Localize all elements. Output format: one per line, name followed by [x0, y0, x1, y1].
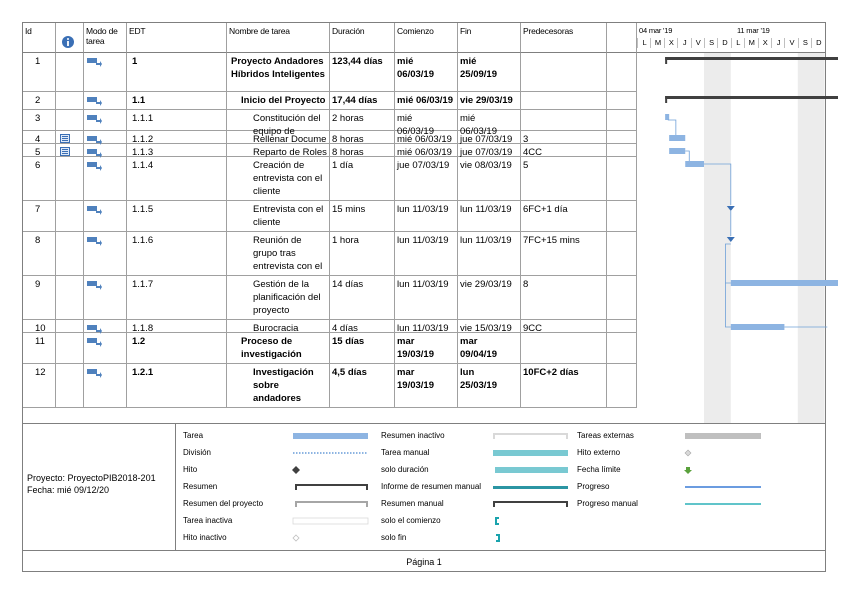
task-info-cell: [56, 276, 84, 319]
task-start-line: lun 11/03/19: [397, 279, 449, 290]
table-row[interactable]: [23, 364, 637, 408]
task-info-cell: [56, 364, 84, 407]
task-name[interactable]: [227, 201, 330, 231]
task-name-line: Gestión de la: [253, 279, 309, 290]
legend-label: Progreso: [577, 482, 610, 491]
task-name-line: Entrevista con el: [253, 204, 324, 215]
task-mode-cell: [84, 157, 127, 200]
task-predecessors[interactable]: [521, 92, 607, 109]
task-wbs[interactable]: 1.1: [127, 92, 227, 109]
task-spacer: [607, 333, 637, 363]
task-spacer: [607, 92, 637, 109]
task-predecessors[interactable]: 9CC: [521, 320, 607, 332]
task-name-line: grupo tras: [253, 248, 296, 259]
table-row[interactable]: [23, 144, 637, 157]
timescale-day-label: L: [731, 38, 745, 48]
task-start[interactable]: [395, 276, 458, 319]
summary-bar-cap: [665, 57, 667, 64]
notes-icon[interactable]: [60, 134, 70, 143]
legend-label: Resumen del proyecto: [183, 499, 264, 508]
header-predecessors[interactable]: Predecesoras: [521, 23, 607, 53]
project-date: Fecha: mié 09/12/20: [27, 485, 110, 495]
auto-scheduled-icon: [87, 337, 102, 347]
task-mode-cell: [84, 333, 127, 363]
task-name-line: Constitución del: [253, 113, 321, 124]
legend-milestone-symbol: [292, 466, 300, 474]
legend-area: [23, 423, 825, 551]
task-start-line: lun 11/03/19: [397, 204, 449, 215]
gantt-print-preview-page: [22, 22, 826, 572]
timescale-day-label: X: [758, 38, 772, 48]
task-id[interactable]: 5: [23, 144, 56, 156]
task-duration[interactable]: 15 días: [330, 333, 395, 363]
task-info-cell: [56, 92, 84, 109]
task-id[interactable]: 3: [23, 110, 56, 130]
task-name[interactable]: [227, 333, 330, 363]
task-start[interactable]: [395, 144, 458, 156]
task-id[interactable]: 10: [23, 320, 56, 332]
task-finish-line: mié: [460, 113, 476, 124]
table-row[interactable]: [23, 157, 637, 201]
task-wbs[interactable]: 1.1.8: [127, 320, 227, 332]
task-start-line: mié 06/03/19: [397, 134, 452, 145]
legend-start-only-symbol: [495, 517, 499, 525]
task-duration[interactable]: 4,5 días: [330, 364, 395, 407]
task-mode-cell: [84, 201, 127, 231]
task-wbs[interactable]: 1.1.3: [127, 144, 227, 156]
task-wbs[interactable]: 1: [127, 53, 227, 91]
task-bar: [665, 114, 669, 120]
auto-scheduled-icon: [87, 96, 102, 106]
task-spacer: [607, 110, 637, 130]
task-finish-line: 06/03/19: [460, 126, 497, 137]
task-info-cell: [56, 232, 84, 275]
task-spacer: [607, 232, 637, 275]
task-duration[interactable]: 8 horas: [330, 131, 395, 143]
task-info-cell: [56, 131, 84, 143]
legend-label: Tarea: [183, 431, 204, 440]
task-predecessors[interactable]: [521, 110, 607, 130]
legend-inactive-summary-symbol: [493, 433, 568, 439]
task-id[interactable]: 2: [23, 92, 56, 109]
task-name-line: Proyecto Andadores: [231, 56, 324, 67]
task-start[interactable]: [395, 53, 458, 91]
legend-deadline-symbol: [684, 467, 692, 474]
task-predecessors[interactable]: [521, 53, 607, 91]
task-spacer: [607, 276, 637, 319]
task-mode-cell: [84, 320, 127, 332]
task-duration[interactable]: 2 horas: [330, 110, 395, 130]
legend-label: Tareas externas: [577, 431, 634, 440]
task-name-line: Creación de: [253, 160, 305, 171]
task-finish[interactable]: [458, 364, 521, 407]
task-finish-line: vie 15/03/19: [460, 323, 512, 334]
task-name-line: Rellenar Docume: [253, 134, 327, 145]
legend-label: Hito inactivo: [183, 533, 227, 542]
task-id[interactable]: 9: [23, 276, 56, 319]
task-start-line: 19/03/19: [397, 380, 434, 391]
task-spacer: [607, 201, 637, 231]
table-row[interactable]: [23, 53, 637, 92]
task-start-line: 19/03/19: [397, 349, 434, 360]
task-duration[interactable]: 4 días: [330, 320, 395, 332]
table-row[interactable]: [23, 110, 637, 137]
task-finish[interactable]: [458, 232, 521, 275]
header-spacer: [607, 23, 637, 53]
legend-label: Progreso manual: [577, 499, 638, 508]
project-name: Proyecto: ProyectoPIB2018-201: [27, 473, 156, 483]
table-row[interactable]: [23, 333, 637, 364]
task-name-line: equipo de: [253, 126, 295, 137]
timescale-days: [637, 36, 825, 52]
timescale-day-label: L: [637, 38, 651, 48]
task-id[interactable]: 11: [23, 333, 56, 363]
task-finish-line: lun 11/03/19: [460, 204, 512, 215]
legend-manual-task-symbol: [493, 450, 568, 456]
timescale-day-label: J: [677, 38, 691, 48]
task-name-line: entrevista con el: [253, 173, 323, 184]
legend-label: Tarea manual: [381, 448, 430, 457]
task-id[interactable]: 4: [23, 131, 56, 143]
timescale-day-label: D: [717, 38, 731, 48]
task-start-line: mié: [397, 56, 414, 67]
task-duration[interactable]: 1 día: [330, 157, 395, 200]
task-wbs[interactable]: 1.1.4: [127, 157, 227, 200]
task-name-line: andadores: [253, 393, 302, 404]
timescale-day-label: D: [811, 38, 825, 48]
task-start[interactable]: [395, 157, 458, 200]
task-bar: [685, 161, 704, 167]
task-finish[interactable]: [458, 320, 521, 332]
header-info[interactable]: [56, 23, 84, 53]
task-bar: [669, 148, 685, 154]
task-spacer: [607, 157, 637, 200]
task-mode-cell: [84, 131, 127, 143]
legend-task-symbol: [293, 433, 368, 439]
legend-inactive-task-symbol: [293, 518, 368, 524]
task-start-line: 06/03/19: [397, 69, 434, 80]
task-name-line: Proceso de: [241, 336, 293, 347]
legend-label: solo duración: [381, 465, 429, 474]
legend-label: Resumen manual: [381, 499, 444, 508]
legend-label: solo el comienzo: [381, 516, 441, 525]
table-row[interactable]: [23, 131, 637, 144]
task-finish-line: mar: [460, 336, 478, 347]
timescale-day-label: M: [650, 38, 664, 48]
task-finish[interactable]: [458, 53, 521, 91]
legend-label: Hito externo: [577, 448, 621, 457]
legend-label: Hito: [183, 465, 198, 474]
task-start-line: mar: [397, 367, 415, 378]
auto-scheduled-icon: [87, 236, 102, 246]
task-start[interactable]: [395, 92, 458, 109]
legend-label: Resumen inactivo: [381, 431, 445, 440]
auto-scheduled-icon: [87, 161, 102, 171]
header-wbs[interactable]: EDT: [127, 23, 227, 53]
task-wbs[interactable]: 1.1.6: [127, 232, 227, 275]
task-wbs[interactable]: 1.1.7: [127, 276, 227, 319]
task-name-line: Investigación: [253, 367, 314, 378]
task-info-cell: [56, 157, 84, 200]
task-name-line: sobre: [253, 380, 279, 391]
task-finish-line: 25/03/19: [460, 380, 497, 391]
header-finish[interactable]: Fin: [458, 23, 521, 53]
task-name[interactable]: [227, 157, 330, 200]
legend-label: Resumen: [183, 482, 218, 491]
weekend-shading: [798, 53, 825, 423]
table-row[interactable]: [23, 232, 637, 276]
task-name-line: Reparto de Roles: [253, 147, 327, 158]
task-predecessors[interactable]: 4CC: [521, 144, 607, 156]
task-mode-cell: [84, 110, 127, 130]
legend-label: solo fin: [381, 533, 407, 542]
timescale-week-1: 04 mar '19: [639, 26, 673, 35]
auto-scheduled-icon: [87, 57, 102, 67]
task-wbs[interactable]: 1.1.5: [127, 201, 227, 231]
task-finish-line: lun: [460, 367, 475, 378]
legend-external-milestone-symbol: [685, 450, 691, 456]
task-id[interactable]: 8: [23, 232, 56, 275]
task-wbs[interactable]: 1.2.1: [127, 364, 227, 407]
task-info-cell: [56, 110, 84, 130]
timescale-day-label: S: [798, 38, 812, 48]
task-name[interactable]: [227, 131, 330, 143]
task-duration[interactable]: 123,44 días: [330, 53, 395, 91]
page-footer: Página 1: [23, 550, 825, 573]
auto-scheduled-icon: [87, 368, 102, 378]
task-start-line: mié 06/03/19: [397, 147, 452, 158]
task-mode-cell: [84, 144, 127, 156]
timescale-day-label: S: [704, 38, 718, 48]
task-name[interactable]: [227, 320, 330, 332]
auto-scheduled-icon: [87, 205, 102, 215]
timescale-day-label: V: [691, 38, 705, 48]
task-predecessors[interactable]: 10FC+2 días: [521, 364, 607, 407]
task-name-line: planificación del: [253, 292, 321, 303]
task-duration[interactable]: 14 días: [330, 276, 395, 319]
legend-label: Fecha límite: [577, 465, 621, 474]
task-spacer: [607, 364, 637, 407]
legend-summary-symbol: [295, 484, 368, 490]
task-id[interactable]: 6: [23, 157, 56, 200]
task-finish[interactable]: [458, 157, 521, 200]
task-mode-cell: [84, 276, 127, 319]
task-finish[interactable]: [458, 110, 521, 137]
task-start[interactable]: [395, 364, 458, 407]
legend-duration-only-symbol: [495, 467, 568, 473]
header-task-name[interactable]: Nombre de tarea: [227, 23, 330, 53]
task-name[interactable]: [227, 92, 330, 109]
summary-bar: [665, 96, 838, 99]
legend-manual-summary-rollup-symbol: [493, 486, 568, 489]
task-bar: [731, 280, 838, 286]
task-finish-line: lun 11/03/19: [460, 235, 512, 246]
task-wbs[interactable]: 1.1.2: [127, 131, 227, 143]
task-finish-line: jue 07/03/19: [460, 134, 513, 145]
gantt-chart-area: [637, 53, 827, 423]
task-wbs[interactable]: 1.1.1: [127, 110, 227, 130]
task-predecessors[interactable]: 3: [521, 131, 607, 143]
task-name-line: Reunión de: [253, 235, 302, 246]
timescale-header: [637, 23, 825, 53]
task-name-line: Híbridos Inteligentes: [231, 69, 325, 80]
table-row[interactable]: [23, 276, 637, 320]
task-spacer: [607, 131, 637, 143]
task-duration[interactable]: 1 hora: [330, 232, 395, 275]
task-bar: [669, 135, 685, 141]
task-start-line: 06/03/19: [397, 126, 434, 137]
timescale-day-label: M: [744, 38, 758, 48]
header-duration[interactable]: Duración: [330, 23, 395, 53]
task-finish[interactable]: [458, 92, 521, 109]
task-name[interactable]: [227, 276, 330, 319]
task-start-line: mié 06/03/19: [397, 95, 453, 106]
table-row[interactable]: [23, 320, 637, 333]
task-mode-cell: [84, 364, 127, 407]
task-start-line: mar: [397, 336, 415, 347]
task-finish[interactable]: [458, 276, 521, 319]
task-info-cell: [56, 333, 84, 363]
task-id[interactable]: 12: [23, 364, 56, 407]
legend-external-tasks-symbol: [685, 433, 761, 439]
task-finish-line: vie 29/03/19: [460, 95, 513, 106]
timescale-day-label: X: [664, 38, 678, 48]
legend-label: Informe de resumen manual: [381, 482, 482, 491]
task-name-line: cliente: [253, 186, 281, 197]
task-info-cell: [56, 201, 84, 231]
task-info-cell: [56, 320, 84, 332]
task-finish[interactable]: [458, 144, 521, 156]
gantt-chart-svg: [637, 53, 827, 423]
task-spacer: [607, 144, 637, 156]
task-info-cell: [56, 144, 84, 156]
task-name[interactable]: [227, 144, 330, 156]
task-start[interactable]: [395, 201, 458, 231]
task-spacer: [607, 53, 637, 91]
task-finish-line: 25/09/19: [460, 69, 497, 80]
table-row[interactable]: [23, 201, 637, 232]
dependency-link: [685, 151, 689, 161]
task-name[interactable]: [227, 110, 330, 137]
task-duration[interactable]: 15 mins: [330, 201, 395, 231]
auto-scheduled-icon: [87, 280, 102, 290]
timescale-day-label: J: [771, 38, 785, 48]
task-finish-line: jue 07/03/19: [460, 147, 513, 158]
task-predecessors[interactable]: [521, 333, 607, 363]
task-finish-line: vie 08/03/19: [460, 160, 512, 171]
task-duration[interactable]: 8 horas: [330, 144, 395, 156]
task-start-line: lun 11/03/19: [397, 323, 449, 334]
legend-symbols: [23, 424, 825, 551]
legend-project-summary-symbol: [295, 501, 368, 507]
timescale-day-label: V: [784, 38, 798, 48]
task-name-line: proyecto: [253, 305, 290, 316]
task-name-line: investigación: [241, 349, 302, 360]
task-finish-line: vie 29/03/19: [460, 279, 512, 290]
task-name[interactable]: [227, 364, 330, 407]
legend-label: División: [183, 448, 212, 457]
summary-bar: [665, 57, 838, 60]
header-mode[interactable]: Modo de tarea: [84, 23, 127, 53]
task-name-line: cliente: [253, 217, 281, 228]
table-row[interactable]: [23, 92, 637, 110]
dependency-link: [668, 120, 676, 135]
task-start-line: mié: [397, 113, 413, 124]
notes-icon[interactable]: [60, 147, 70, 156]
summary-bar-cap: [665, 96, 667, 103]
task-start-line: jue 07/03/19: [397, 160, 450, 171]
task-start[interactable]: [395, 232, 458, 275]
timescale-week-2: 11 mar '19: [737, 26, 770, 35]
task-predecessors[interactable]: 8: [521, 276, 607, 319]
task-finish-line: mié: [460, 56, 477, 67]
info-icon: [61, 35, 75, 49]
task-finish[interactable]: [458, 333, 521, 363]
header-id[interactable]: Id: [23, 23, 56, 53]
task-name[interactable]: [227, 53, 330, 91]
task-name[interactable]: [227, 232, 330, 275]
task-predecessors[interactable]: 5: [521, 157, 607, 200]
weekend-shading: [704, 53, 731, 423]
task-start[interactable]: [395, 131, 458, 143]
legend-manual-summary-symbol: [493, 501, 568, 507]
task-predecessors[interactable]: 7FC+15 mins: [521, 232, 607, 275]
task-finish[interactable]: [458, 131, 521, 143]
task-name-line: Burocracia: [253, 323, 299, 334]
task-bar: [731, 324, 785, 330]
legend-finish-only-symbol: [496, 534, 500, 542]
task-id[interactable]: 1: [23, 53, 56, 91]
legend-label: Tarea inactiva: [183, 516, 233, 525]
task-start-line: lun 11/03/19: [397, 235, 449, 246]
task-duration[interactable]: 17,44 días: [330, 92, 395, 109]
legend-inactive-milestone-symbol: [293, 535, 299, 541]
task-mode-cell: [84, 232, 127, 275]
task-finish-line: 09/04/19: [460, 349, 497, 360]
auto-scheduled-icon: [87, 114, 102, 124]
task-info-cell: [56, 53, 84, 91]
task-mode-cell: [84, 53, 127, 91]
task-name-line: entrevista con el: [253, 261, 323, 272]
task-mode-cell: [84, 92, 127, 109]
task-finish[interactable]: [458, 201, 521, 231]
task-start[interactable]: [395, 110, 458, 137]
header-start[interactable]: Comienzo: [395, 23, 458, 53]
task-wbs[interactable]: 1.2: [127, 333, 227, 363]
task-predecessors[interactable]: 6FC+1 día: [521, 201, 607, 231]
task-start[interactable]: [395, 333, 458, 363]
task-name-line: Inicio del Proyecto: [241, 95, 326, 106]
task-spacer: [607, 320, 637, 332]
task-start[interactable]: [395, 320, 458, 332]
task-id[interactable]: 7: [23, 201, 56, 231]
